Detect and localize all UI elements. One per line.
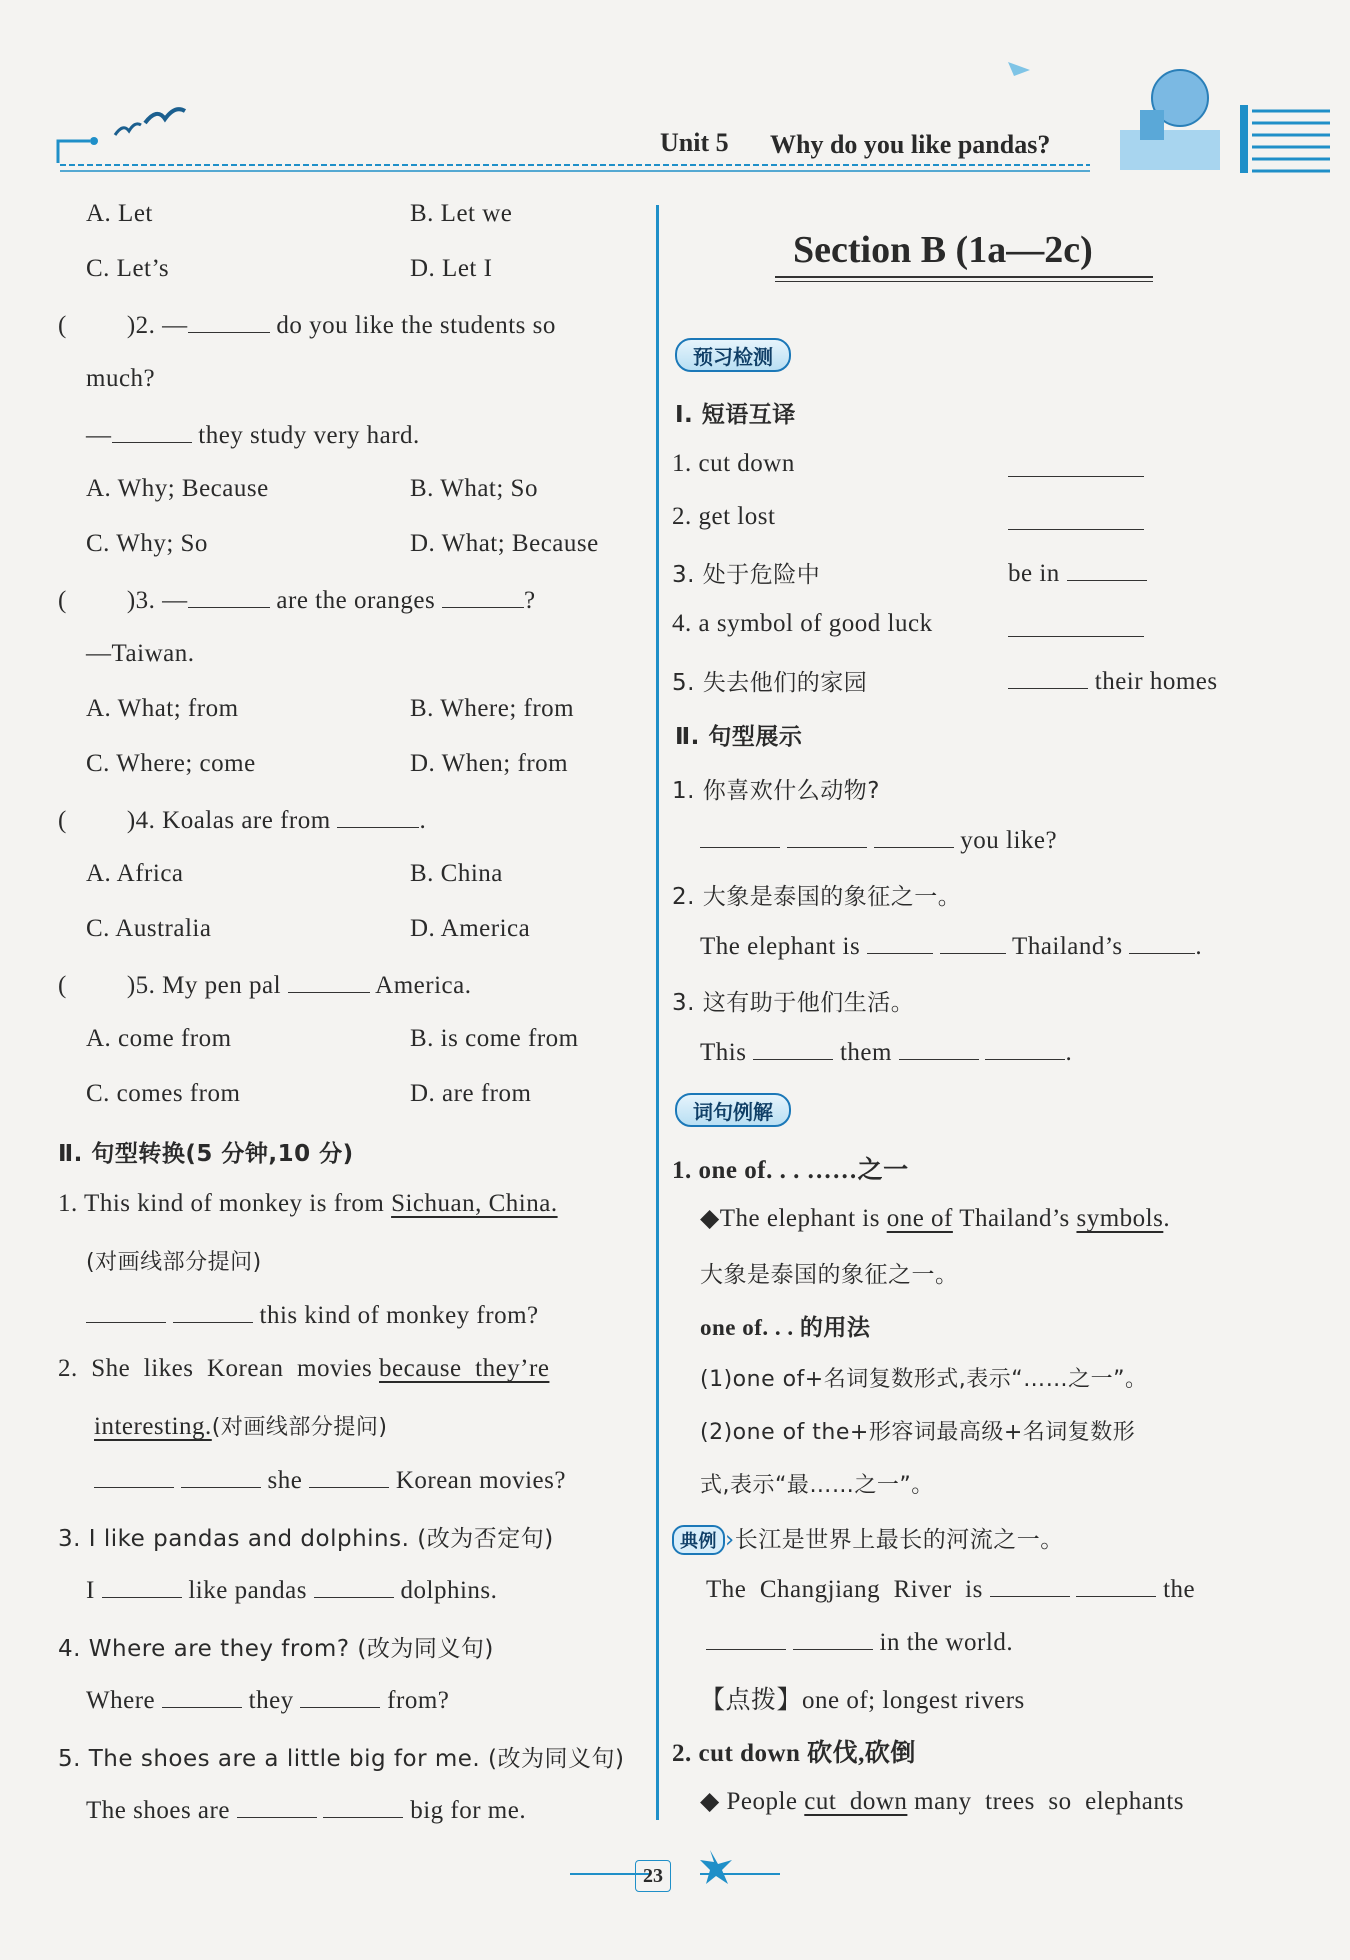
q2-option-a: A. Why; Because — [86, 475, 269, 502]
t4-text: 4. Where are they from? (改为同义句) — [58, 1636, 494, 1662]
phrase-5-blank[interactable] — [1008, 666, 1088, 689]
q5-option-a: A. come from — [86, 1025, 232, 1052]
q4-option-b: B. China — [410, 860, 503, 887]
q5-end: America. — [375, 972, 472, 999]
q2-stem — [58, 310, 556, 340]
t3-text: 3. I like pandas and dolphins. (改为否定句) — [58, 1526, 554, 1552]
k1-example2-en2 — [706, 1627, 1013, 1657]
s1-blank-1[interactable] — [700, 825, 780, 848]
phrase-3-answer — [1008, 558, 1147, 588]
s3-blank-1[interactable] — [753, 1037, 833, 1060]
k1-usage-3: 式,表示“最……之一”。 — [700, 1473, 934, 1498]
q2-blank[interactable] — [188, 310, 270, 333]
q3-blank-1[interactable] — [188, 585, 270, 608]
k1-example — [700, 1203, 1170, 1233]
phrase-5-text: their homes — [1094, 668, 1218, 695]
t2-she: she — [267, 1467, 303, 1494]
t4-where: Where — [86, 1687, 156, 1714]
q5-stem: ( )5. My pen pal America. — [58, 972, 472, 999]
q4-option-a: A. Africa — [86, 860, 184, 887]
q2-option-d: D. What; Because — [410, 530, 599, 557]
k1-usage-2: (2)one of the+形容词最高级+名词复数形 — [700, 1420, 1136, 1445]
q2-paren: ( — [58, 312, 67, 339]
sentence-1-en — [700, 825, 1057, 855]
header-title: Why do you like pandas? — [770, 130, 1051, 159]
k1-ex-mid: Thailand’s — [959, 1205, 1070, 1232]
s2-pre: The elephant is — [700, 933, 861, 960]
q2-answer-text: they study very hard. — [198, 422, 420, 449]
k1-ex2-blank-3[interactable] — [706, 1627, 786, 1650]
t3-blank-2[interactable] — [314, 1575, 394, 1598]
section-title-underline-1 — [775, 276, 1153, 278]
k1-ex2-pre: The Changjiang River is — [706, 1576, 983, 1603]
phrase-5-answer — [1008, 666, 1218, 696]
t2-blank-2[interactable] — [181, 1465, 261, 1488]
s1-blank-2[interactable] — [787, 825, 867, 848]
q2-number: )2. — — [126, 312, 188, 339]
k1-ex2-blank-4[interactable] — [793, 1627, 873, 1650]
k1-ex-one-of: one of — [886, 1205, 953, 1232]
badge-explanation: 词句例解 — [675, 1093, 791, 1127]
t1-blank-1[interactable] — [86, 1300, 166, 1323]
k1-ex-end: . — [1163, 1205, 1171, 1232]
t2-hint: (对画线部分提问) — [211, 1415, 388, 1440]
arrow-icon: › — [725, 1527, 735, 1553]
phrase-1: 1. cut down — [672, 450, 795, 477]
s2-end: . — [1195, 933, 1203, 960]
column-divider — [656, 205, 659, 1820]
s1-blank-3[interactable] — [874, 825, 954, 848]
header-lines-icon — [1240, 105, 1330, 175]
t4-blank-2[interactable] — [300, 1685, 380, 1708]
q3-option-d: D. When; from — [410, 750, 569, 777]
t2-end: Korean movies? — [395, 1467, 566, 1494]
k1-title: 1. one of. . . ……之一 — [672, 1157, 909, 1184]
k1-usage-1: (1)one of+名词复数形式,表示“……之一”。 — [700, 1367, 1148, 1392]
q4-blank[interactable] — [337, 805, 419, 828]
q4-number: )4. Koalas are from — [126, 807, 331, 834]
k1-ex2-blank-1[interactable] — [990, 1574, 1070, 1597]
q5-blank[interactable] — [288, 970, 370, 993]
t5-end: big for me. — [410, 1797, 527, 1824]
q4-option-d: D. America — [410, 915, 531, 942]
t2-answer — [94, 1465, 566, 1495]
sentence-section-title: Ⅱ. 句型展示 — [675, 724, 803, 750]
q3-number: )3. — — [126, 587, 188, 614]
sentence-2-en — [700, 931, 1202, 961]
q5-option-c: C. comes from — [86, 1080, 241, 1107]
k1-usage: one of. . . 的用法 — [700, 1315, 871, 1340]
t1-answer — [86, 1300, 539, 1330]
q4-stem: ( )4. Koalas are from . — [58, 807, 427, 834]
page-number: 23 — [635, 1860, 671, 1892]
q2-answer-blank[interactable] — [112, 420, 192, 443]
phrase-2-blank[interactable] — [1008, 507, 1144, 530]
t1-blank-2[interactable] — [173, 1300, 253, 1323]
t5-answer — [86, 1795, 526, 1825]
s3-end: . — [1065, 1039, 1073, 1066]
birds-icon — [110, 105, 190, 145]
footer-decoration — [560, 1840, 790, 1890]
q2-answer: — they study very hard. — [86, 422, 420, 449]
q1-option-c: C. Let’s — [86, 255, 170, 282]
t4-end: from? — [387, 1687, 450, 1714]
t3-mid: like pandas — [188, 1577, 307, 1604]
section2-title: Ⅱ. 句型转换(5 分钟,10 分) — [58, 1141, 354, 1167]
t4-answer — [86, 1685, 449, 1715]
phrase-5: 5. 失去他们的家园 — [672, 670, 868, 696]
t5-pre: The shoes are — [86, 1797, 230, 1824]
s3-blank-2[interactable] — [899, 1037, 979, 1060]
q3-stem: ( )3. — are the oranges ? — [58, 587, 536, 614]
t1-text: 1. This kind of monkey is from — [58, 1190, 385, 1217]
t1-underlined: Sichuan, China. — [391, 1190, 558, 1217]
t2-underlined-1: because they’re — [379, 1355, 550, 1382]
k2-ex-end: many trees so elephants — [914, 1788, 1185, 1815]
s1-text: you like? — [960, 827, 1058, 854]
header-unit: Unit 5 — [660, 128, 729, 157]
sentence-3-cn: 3. 这有助于他们生活。 — [672, 990, 915, 1016]
k1-ex2-blank-2[interactable] — [1076, 1574, 1156, 1597]
t2-line — [58, 1355, 549, 1383]
q2-option-b: B. What; So — [410, 475, 538, 502]
section-title-underline-2 — [775, 281, 1153, 282]
q1-option-a: A. Let — [86, 200, 153, 227]
q3-mark: ? — [523, 587, 536, 614]
t2-line2 — [94, 1410, 387, 1441]
k1-example2-en — [706, 1574, 1195, 1604]
k2-title: 2. cut down 砍伐,砍倒 — [672, 1740, 916, 1767]
s2-blank-2[interactable] — [940, 931, 1006, 954]
q4-option-c: C. Australia — [86, 915, 212, 942]
t3-blank-1[interactable] — [102, 1575, 182, 1598]
q3-text: are the oranges — [276, 587, 436, 614]
phrase-3-blank[interactable] — [1067, 558, 1147, 581]
k1-example-cn: 大象是泰国的象征之一。 — [700, 1262, 959, 1288]
q5-option-b: B. is come from — [410, 1025, 579, 1052]
s3-blank-3[interactable] — [985, 1037, 1065, 1060]
s2-blank-3[interactable] — [1129, 931, 1195, 954]
section-title: Section B (1a—2c) — [793, 229, 1093, 271]
globe-icon — [1000, 50, 1240, 175]
t3-end: dolphins. — [400, 1577, 498, 1604]
q2-text: do you like the students so — [276, 312, 556, 339]
k1-example2 — [672, 1521, 1064, 1555]
t4-blank-1[interactable] — [162, 1685, 242, 1708]
s3-pre: This — [700, 1039, 747, 1066]
s2-blank-1[interactable] — [867, 931, 933, 954]
k2-example — [700, 1786, 1184, 1816]
t2-blank-3[interactable] — [309, 1465, 389, 1488]
q5-option-d: D. are from — [410, 1080, 532, 1107]
t3-answer — [86, 1575, 497, 1605]
t4-they: they — [248, 1687, 294, 1714]
sentence-3-en — [700, 1037, 1072, 1067]
k2-ex-pre: ◆ People — [700, 1788, 798, 1815]
t2-underlined-2: interesting. — [94, 1413, 212, 1440]
t5-blank-2[interactable] — [323, 1795, 403, 1818]
k1-ex2-cn: 长江是世界上最长的河流之一。 — [734, 1527, 1064, 1553]
t3-i: I — [86, 1577, 95, 1604]
s3-mid: them — [839, 1039, 892, 1066]
t1-hint: (对画线部分提问) — [86, 1250, 262, 1275]
badge-preview: 预习检测 — [675, 338, 791, 372]
k1-ex-pre: ◆The elephant is — [700, 1205, 880, 1232]
q3-option-b: B. Where; from — [410, 695, 575, 722]
phrase-4-blank[interactable] — [1008, 614, 1144, 637]
t5-blank-1[interactable] — [237, 1795, 317, 1818]
q2-text2: much? — [86, 365, 156, 392]
k1-ex-symbols: symbols — [1076, 1205, 1164, 1232]
example-tag: 典例 — [672, 1525, 725, 1555]
sentence-2-cn: 2. 大象是泰国的象征之一。 — [672, 884, 962, 910]
k1-ex2-the: the — [1163, 1576, 1196, 1603]
q3-option-a: A. What; from — [86, 695, 239, 722]
t1-line — [58, 1190, 558, 1218]
k1-ex2-end: in the world. — [879, 1629, 1014, 1656]
k2-ex-cut-down: cut down — [804, 1788, 908, 1815]
q5-number: )5. My pen pal — [126, 972, 282, 999]
phrase-section-title: Ⅰ. 短语互译 — [675, 402, 796, 428]
q3-answer: —Taiwan. — [86, 640, 195, 667]
t2-blank-1[interactable] — [94, 1465, 174, 1488]
phrase-1-blank[interactable] — [1008, 454, 1144, 477]
k1-tip: 【点拨】one of; longest rivers — [700, 1687, 1025, 1714]
q4-end: . — [419, 807, 427, 834]
t1-answer-text: this kind of monkey from? — [259, 1302, 539, 1329]
phrase-2: 2. get lost — [672, 503, 776, 530]
q1-option-b: B. Let we — [410, 200, 513, 227]
s2-mid: Thailand’s — [1012, 933, 1123, 960]
q3-option-c: C. Where; come — [86, 750, 256, 777]
phrase-3-be-in: be in — [1008, 560, 1060, 587]
t2-text: 2. She likes Korean movies — [58, 1355, 373, 1382]
q2-option-c: C. Why; So — [86, 530, 208, 557]
q3-blank-2[interactable] — [442, 585, 524, 608]
q1-option-d: D. Let I — [410, 255, 493, 282]
sentence-1-cn: 1. 你喜欢什么动物? — [672, 778, 880, 804]
t5-text: 5. The shoes are a little big for me. (改为同义句) — [58, 1746, 625, 1772]
phrase-4: 4. a symbol of good luck — [672, 610, 933, 637]
phrase-3: 3. 处于危险中 — [672, 562, 821, 588]
